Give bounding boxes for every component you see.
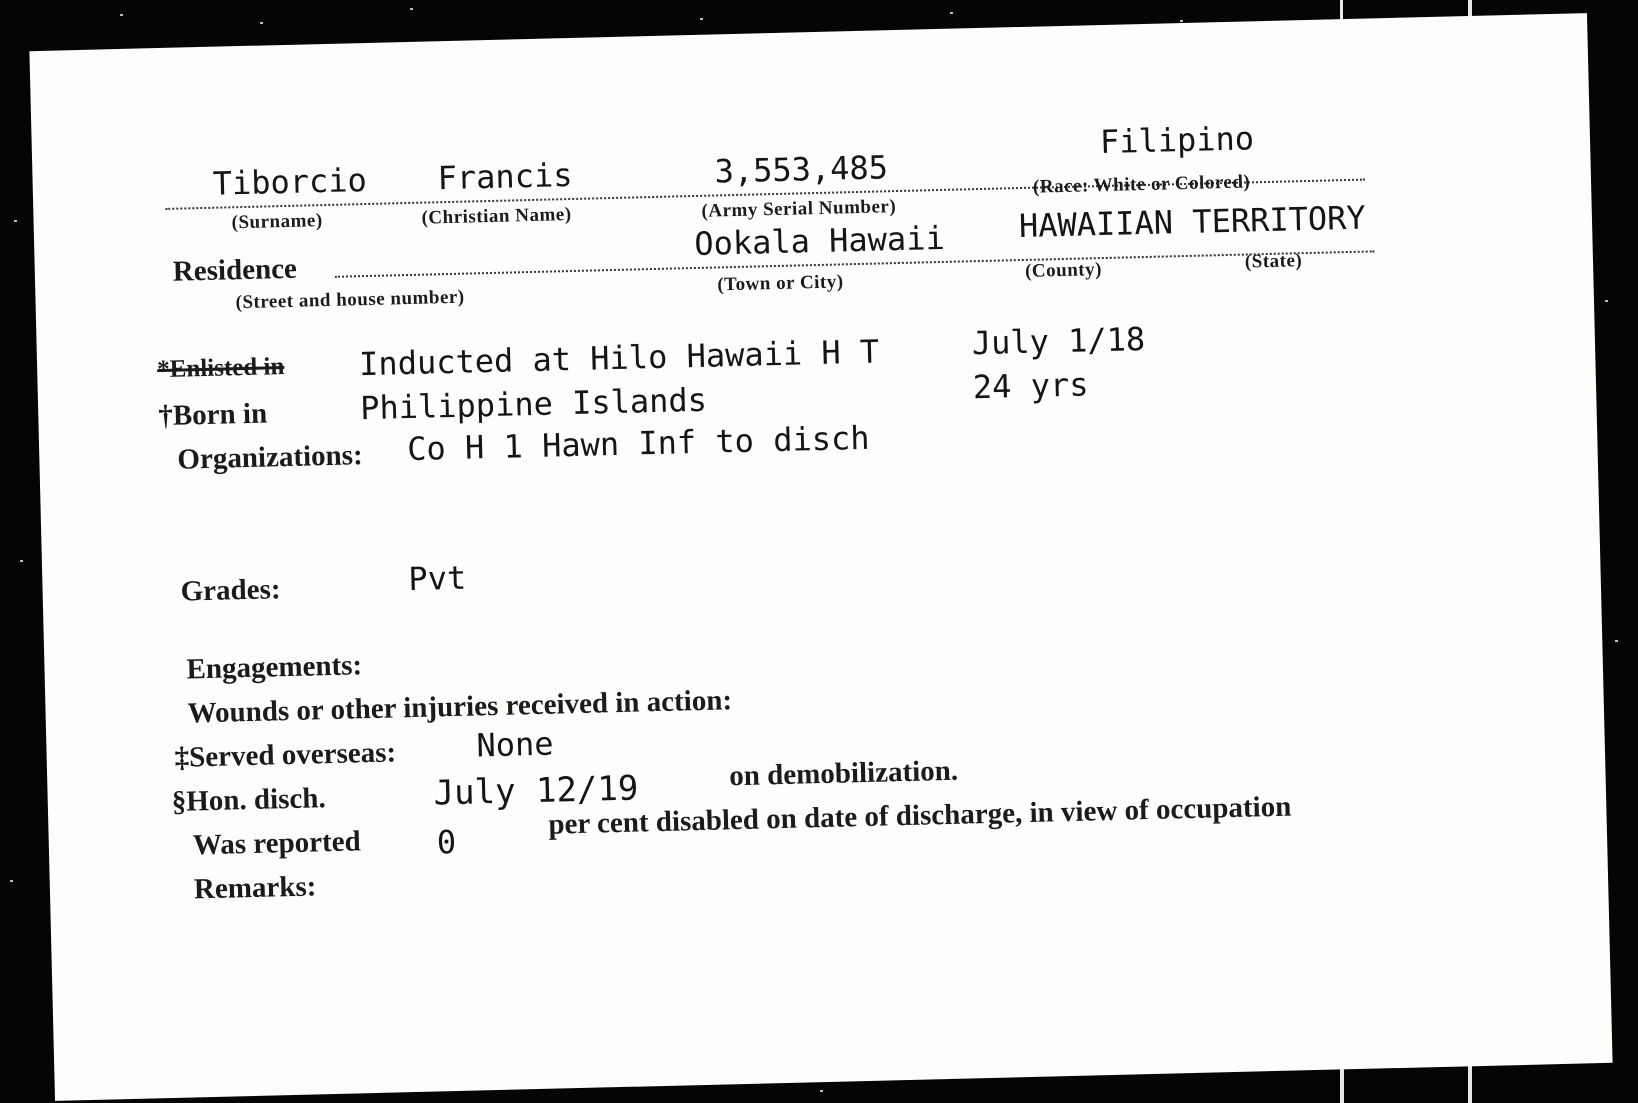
surname-caption: (Surname) <box>231 210 323 234</box>
born-label: †Born in <box>157 397 268 433</box>
organizations-value: Co H 1 Hawn Inf to disch <box>406 418 870 469</box>
discharge-suffix: on demobilization. <box>728 754 959 793</box>
surname-value: Tiborcio <box>212 160 368 203</box>
born-value: Philippine Islands <box>359 380 708 428</box>
organizations-label: Organizations: <box>177 439 364 476</box>
reported-value: 0 <box>436 823 457 862</box>
grades-label: Grades: <box>180 573 281 608</box>
enlisted-value: Inducted at Hilo Hawaii H T <box>358 332 880 384</box>
scan-noise <box>700 18 703 20</box>
scan-noise <box>950 12 953 14</box>
town-caption: (Town or City) <box>717 271 844 296</box>
scan-noise <box>1180 20 1183 22</box>
serial-number-caption: (Army Serial Number) <box>701 196 897 222</box>
discharge-label: §Hon. disch. <box>171 782 327 818</box>
scan-noise <box>1605 300 1608 302</box>
grades-value: Pvt <box>407 558 467 599</box>
age-value: 24 yrs <box>972 365 1089 407</box>
reported-label: Was reported <box>192 825 362 862</box>
scan-noise <box>1615 640 1618 642</box>
record-card <box>29 13 1612 1101</box>
overseas-label: ‡Served overseas: <box>174 736 397 774</box>
scan-noise <box>820 1090 823 1092</box>
christian-name-caption: (Christian Name) <box>421 203 572 229</box>
race-caption: (Race: White or Colored) <box>1032 171 1251 198</box>
state-caption: (State) <box>1244 250 1303 273</box>
residence-label: Residence <box>172 252 298 288</box>
town-value: Ookala Hawaii <box>693 218 946 263</box>
county-value: HAWAIIAN TERRITORY <box>1018 198 1367 246</box>
street-caption: (Street and house number) <box>235 286 465 314</box>
enlisted-label: *Enlisted in <box>156 353 285 384</box>
scan-noise <box>410 8 413 10</box>
remarks-label: Remarks: <box>193 870 317 906</box>
overseas-value: None <box>476 724 555 765</box>
scan-noise <box>20 560 23 562</box>
enlisted-date: July 1/18 <box>971 320 1146 363</box>
scan-noise <box>260 22 263 24</box>
engagements-label: Engagements: <box>186 649 363 686</box>
race-value: Filipino <box>1099 119 1255 162</box>
serial-number-value: 3,553,485 <box>714 148 889 191</box>
reported-suffix: per cent disabled on date of discharge, in view of occupation <box>548 790 1292 841</box>
wounds-label: Wounds or other injuries received in action: <box>187 684 733 730</box>
scan-noise <box>14 220 17 222</box>
scan-noise <box>10 880 13 882</box>
county-caption: (County) <box>1024 259 1103 282</box>
christian-name-value: Francis <box>437 155 573 198</box>
discharge-date: July 12/19 <box>433 768 639 814</box>
scan-noise <box>120 14 123 16</box>
